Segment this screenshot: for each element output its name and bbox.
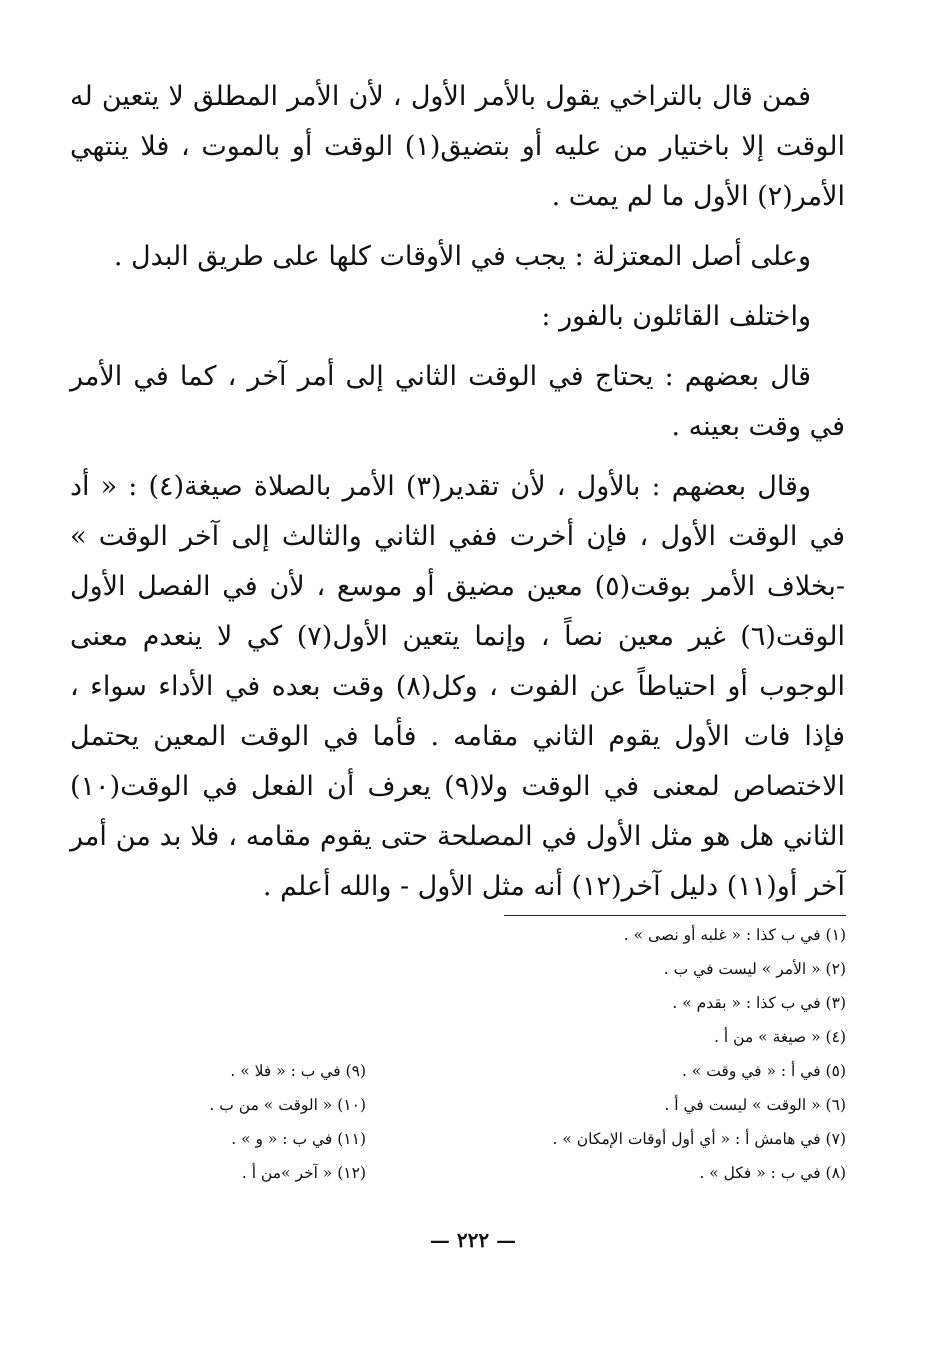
footnote-6: (٦) « الوقت » ليست في أ . bbox=[664, 1096, 846, 1114]
footnote-12: (١٢) « آخر »من أ . bbox=[241, 1164, 366, 1182]
footnote-7: (٧) في هامش أ : « أي أول أوقات الإمكان » . bbox=[552, 1130, 846, 1148]
footnote-1: (١) في ب كذا : « غلبه أو نصى » . bbox=[623, 926, 846, 944]
page-number: — ٢٢٢ — bbox=[429, 1228, 517, 1252]
main-text bbox=[70, 72, 845, 922]
footnotes-left-column bbox=[166, 918, 366, 1190]
footnote-10: (١٠) « الوقت » من ب . bbox=[209, 1096, 366, 1114]
paragraph-5: وقال بعضهم : بالأول ، لأن تقدير(٣) الأمر بالصلاة صيغة(٤) : « أد في الوقت الأول ، فإن أخرت ففي الثاني والثالث إلى آخر الوقت » -بخلاف الأمر بوقت(٥) معين مضيق أو موسع ، لأن في الفصل الأول الوقت(٦) غير معين نصاً ، وإنما يتعين الأول(٧) كي لا ينعدم معنى الوجوب أو احتياطاً عن الفوت ، وكل(٨) وقت بعده في الأداء سواء ، فإذا فات الأول يقوم الثاني مقامه . فأما في الوقت المعين يحتمل الاختصاص لمعنى في الوقت ولا(٩) يعرف أن الفعل في الوقت(١٠) الثاني هل هو مثل الأول في المصلحة حتى يقوم مقامه ، فلا بد من أمر آخر أو(١١) دليل آخر(١٢) أنه مثل الأول - والله أعلم . bbox=[70, 471, 846, 902]
paragraph-4: قال بعضهم : يحتاج في الوقت الثاني إلى أمر آخر ، كما في الأمر في وقت بعينه . bbox=[70, 361, 845, 442]
footnote-11: (١١) في ب : « و » . bbox=[231, 1130, 366, 1148]
footnote-9: (٩) في ب : « فلا » . bbox=[230, 1062, 366, 1080]
footnote-divider bbox=[504, 915, 846, 916]
footnote-5: (٥) في أ : « في وقت » . bbox=[681, 1062, 846, 1080]
paragraph-2: وعلى أصل المعتزلة : يجب في الأوقات كلها على طريق البدل . bbox=[113, 241, 811, 272]
paragraph-1: فمن قال بالتراخي يقول بالأمر الأول ، لأن الأمر المطلق لا يتعين له الوقت إلا باختيار من عليه أو بتضيق(١) الوقت أو بالموت ، فلا ينتهي الأمر(٢) الأول ما لم يمت . bbox=[70, 81, 845, 212]
footnote-3: (٣) في ب كذا : « بقدم » . bbox=[672, 994, 846, 1012]
footnote-2: (٢) « الأمر » ليست في ب . bbox=[663, 960, 846, 978]
footnote-4: (٤) « صيغة » من أ . bbox=[714, 1028, 846, 1046]
paragraph-3: واختلف القائلون بالفور : bbox=[541, 301, 811, 332]
footnotes-left-spacer bbox=[166, 918, 366, 1054]
footnote-8: (٨) في ب : « فكل » . bbox=[699, 1164, 846, 1182]
footnotes-right-column bbox=[486, 918, 846, 1190]
